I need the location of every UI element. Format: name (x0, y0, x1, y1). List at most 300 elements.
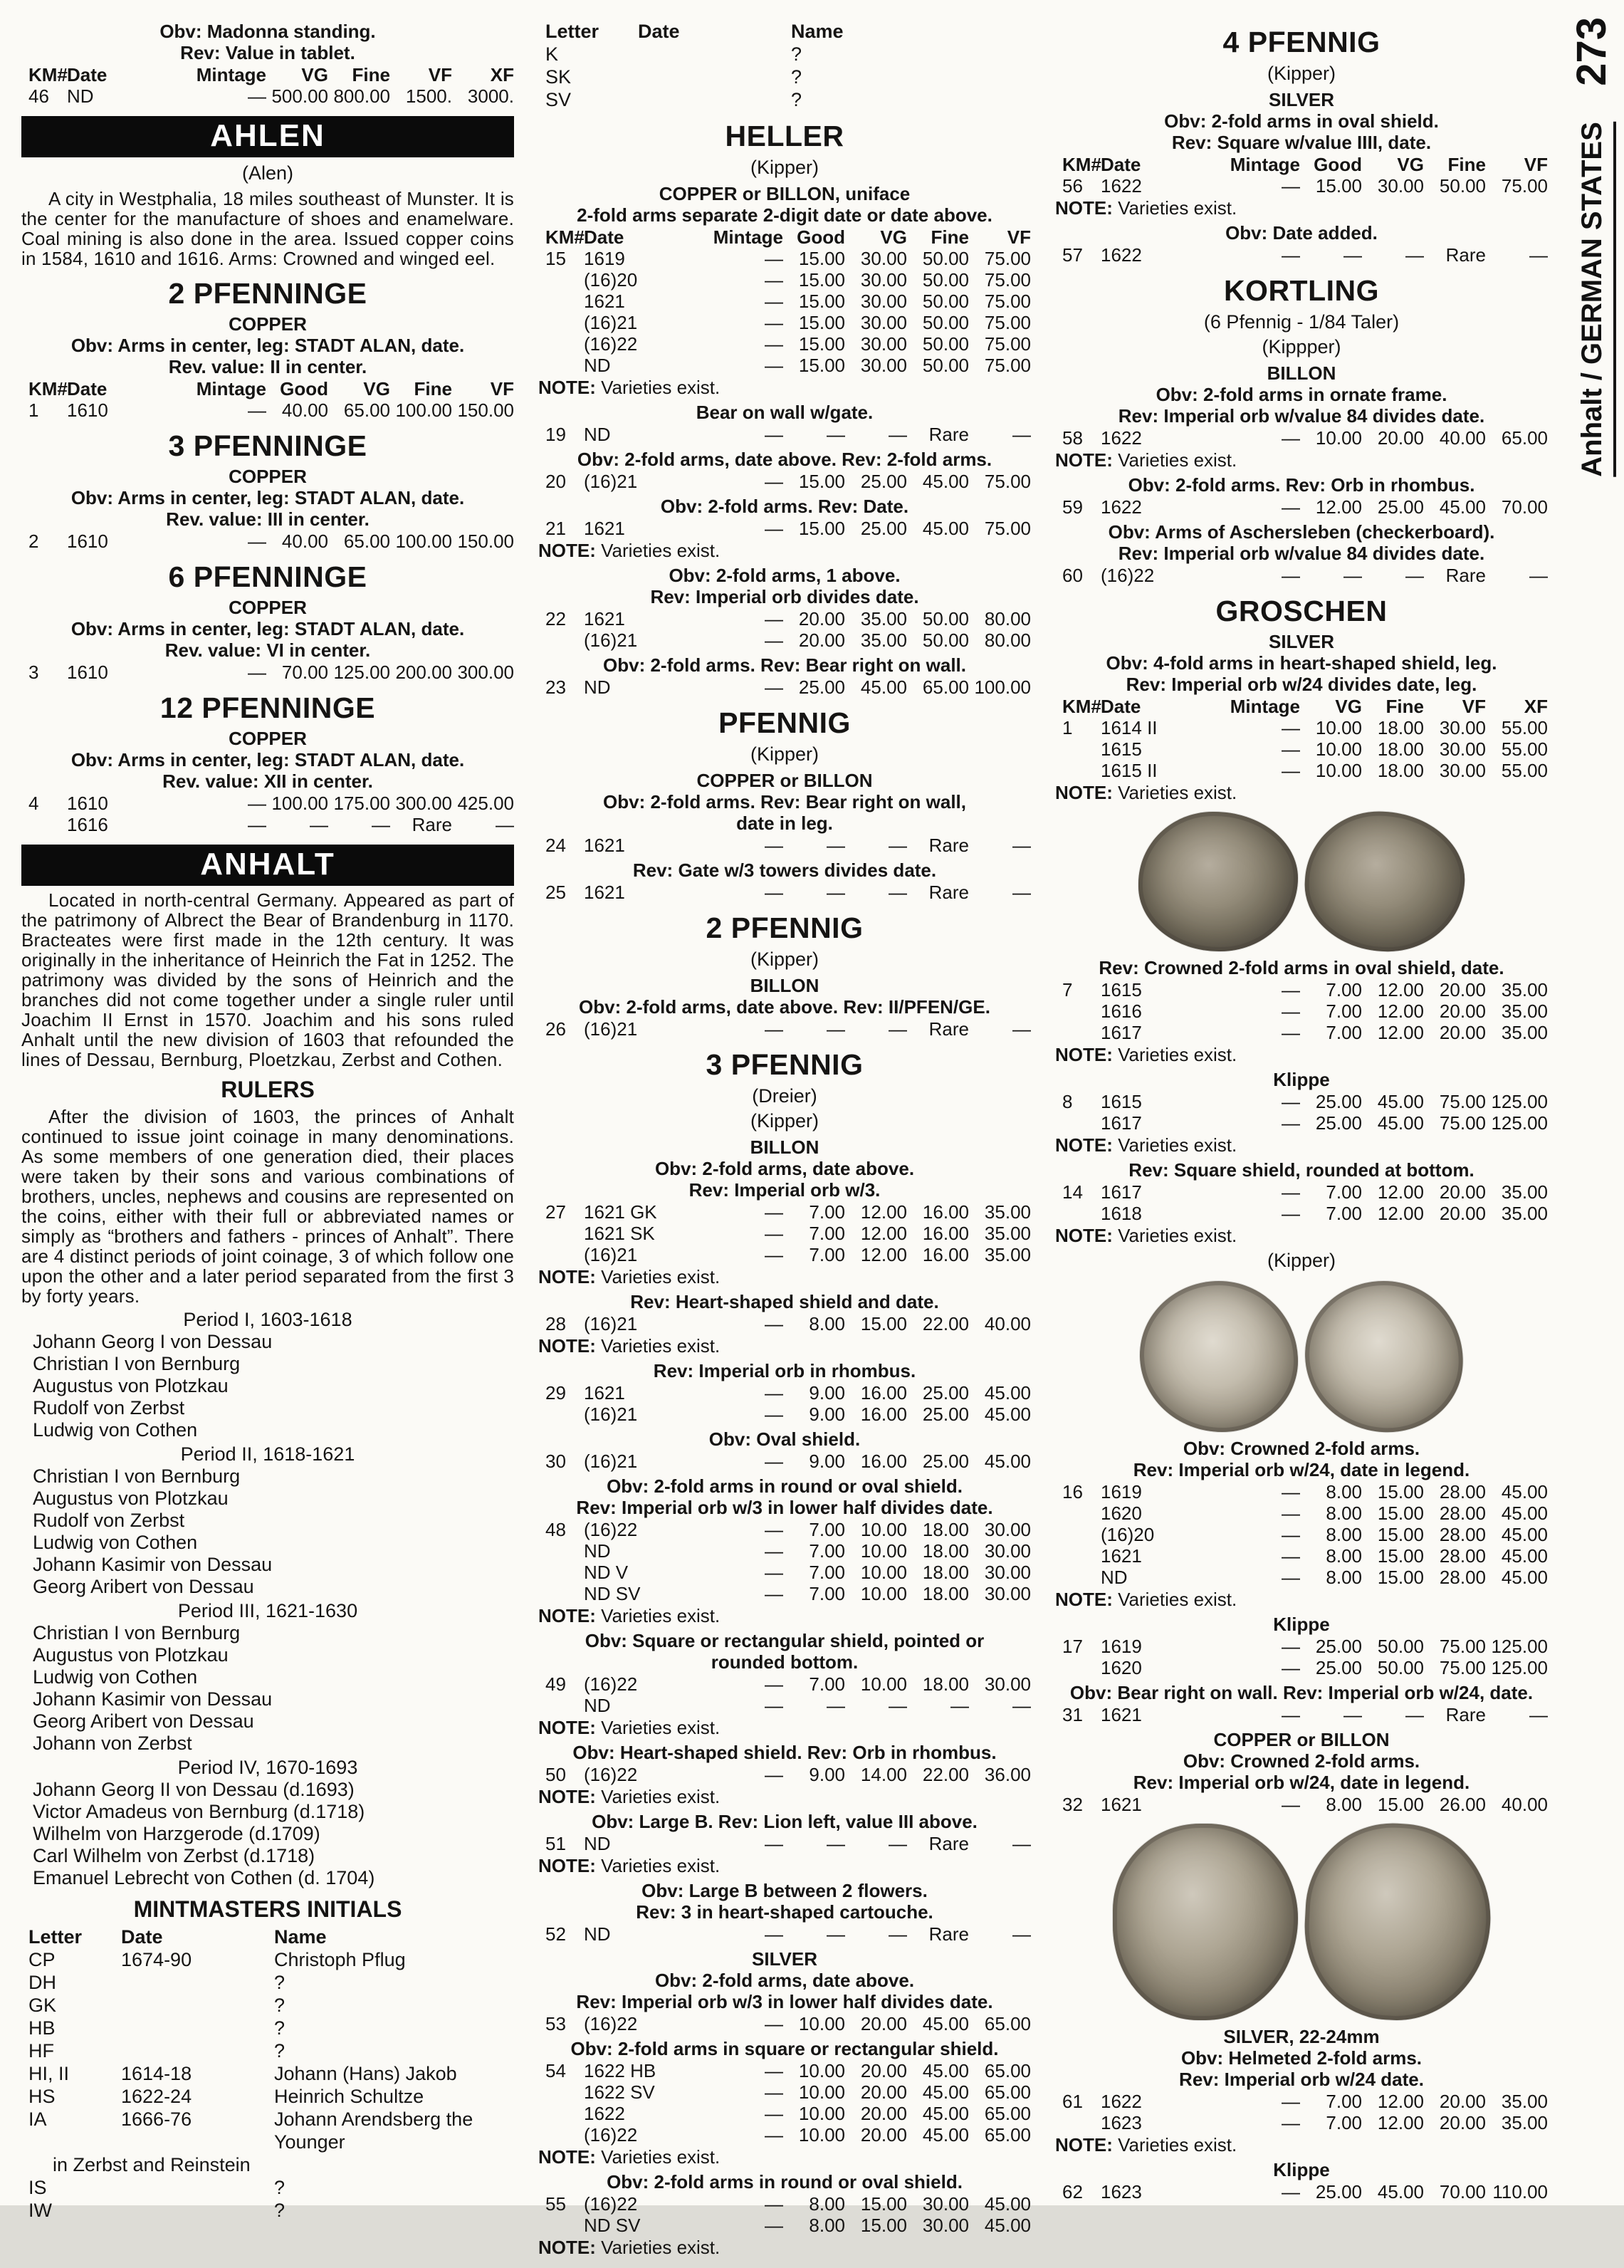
km-number-cell (538, 1562, 584, 1583)
column-header: Mintage (1230, 696, 1300, 717)
mintmaster-row (21, 2017, 514, 2039)
value-cell: 16.00 (860, 1382, 907, 1404)
mintage-cell: — (765, 1201, 783, 1223)
mintmaster-row (21, 2039, 514, 2062)
mintmaster-letter: SK (545, 66, 572, 88)
mintage-cell: — (765, 355, 783, 376)
column-header: KM# (28, 64, 68, 85)
value-cell: 25.00 (922, 1382, 969, 1404)
value-cell: 70.00 (281, 662, 328, 683)
value-cell: — (1012, 424, 1031, 445)
coin-listing-row (538, 2125, 1031, 2146)
varieties-note (1055, 782, 1548, 803)
mintmaster-date (121, 2199, 274, 2222)
value-cell: 14.00 (860, 1764, 907, 1785)
value-cell: 7.00 (809, 1540, 845, 1562)
value-cell: 15.00 (798, 355, 845, 376)
mintmaster-letter: IS (28, 2177, 47, 2198)
value-cell: 12.00 (860, 1244, 907, 1265)
value-cell: 9.00 (809, 1382, 845, 1404)
coin-listing-row (1055, 1203, 1548, 1224)
denomination-heading: 2 PFENNINGE (168, 277, 367, 310)
value-cell: 45.00 (1501, 1524, 1548, 1545)
description-line: SILVER (1269, 89, 1334, 110)
coin-photo-reverse (1301, 808, 1468, 955)
date-cell: (16)21 (584, 1451, 638, 1472)
mintage-cell: — (765, 1583, 783, 1604)
coin-listing-row (1055, 428, 1548, 449)
coin-photo-obverse (1113, 1824, 1298, 2020)
mintage-cell: — (248, 814, 266, 835)
coin-listing-row (538, 1223, 1031, 1244)
value-cell: 75.00 (1439, 1112, 1486, 1134)
value-cell: 500.00 (271, 85, 328, 107)
note-label: NOTE: (538, 1717, 596, 1738)
date-cell: ND (584, 1540, 611, 1562)
value-cell: 3000. (467, 85, 514, 107)
mintage-cell: — (1282, 738, 1300, 760)
description-line: Obv: 2-fold arms. Rev: Bear right on wall, (603, 791, 966, 812)
mintage-cell: — (765, 1673, 783, 1695)
coin-photo-pair (1055, 1281, 1548, 1432)
type-description (538, 770, 1031, 834)
mintmaster-row (21, 2085, 514, 2108)
value-cell: 30.00 (1439, 717, 1486, 738)
type-description (1055, 1438, 1548, 1480)
description-line: BILLON (750, 1136, 819, 1158)
coin-listing-row (1055, 565, 1548, 586)
type-description (21, 597, 514, 661)
value-cell: 16.00 (922, 1201, 969, 1223)
edge-tab-title: Anhalt / GERMAN STATES (1576, 122, 1616, 477)
value-cell: 20.00 (860, 2103, 907, 2124)
value-cell: Rare (928, 1018, 969, 1040)
description-line: Obv: Large B. Rev: Lion left, value III above. (592, 1811, 978, 1832)
coin-listing-row (538, 1019, 1031, 1040)
coin-listing-row (1055, 739, 1548, 760)
date-cell: (16)22 (584, 2193, 638, 2215)
value-cell: 45.00 (922, 471, 969, 492)
mintage-cell: — (765, 1223, 783, 1244)
value-cell: 22.00 (922, 1313, 969, 1334)
value-cell: — (889, 424, 907, 445)
description-line: Rev. value: VI in center. (164, 639, 371, 661)
varieties-note (1055, 197, 1548, 219)
column-header: Date (67, 378, 108, 399)
subtitle-line: (Kipper) (1267, 63, 1336, 84)
description-line: Obv: 2-fold arms in square or rectangular shield. (570, 2038, 999, 2059)
km-number-cell (538, 2215, 584, 2236)
value-cell: 10.00 (798, 2124, 845, 2146)
column-header: KM# (1062, 154, 1101, 175)
description-line: COPPER (229, 597, 307, 618)
value-cell: 25.00 (1315, 1636, 1362, 1657)
type-description (1055, 1729, 1548, 1793)
mintmaster-row (21, 1994, 514, 2017)
value-cell: — (827, 882, 845, 903)
value-cell: 10.00 (860, 1562, 907, 1583)
value-cell: 15.00 (1377, 1503, 1424, 1524)
description-line: COPPER (229, 728, 307, 749)
value-cell: 26.00 (1439, 1794, 1486, 1815)
value-cell: 12.00 (1377, 979, 1424, 1000)
mintmaster-name: Christoph Pflug (274, 1949, 406, 1970)
value-cell: 7.00 (1326, 1203, 1362, 1224)
varieties-note (1055, 1225, 1548, 1246)
table-header-row (21, 65, 514, 85)
value-cell: 12.00 (1377, 1022, 1424, 1043)
column-header: Mintage (713, 226, 783, 248)
km-number-cell: 52 (545, 1923, 566, 1945)
description-line: COPPER or BILLON (696, 770, 873, 791)
date-cell: 1622 HB (584, 2060, 656, 2081)
value-cell: 12.00 (1377, 1203, 1424, 1224)
mintmaster-name-continued: in Zerbst and Reinstein (53, 2154, 251, 2175)
coin-listing-row (1055, 2113, 1548, 2133)
date-cell: 1621 (584, 882, 625, 903)
date-cell: (16)21 (584, 1313, 638, 1334)
coin-listing-row (1055, 176, 1548, 197)
mintage-cell: — (765, 333, 783, 355)
value-cell: 30.00 (860, 248, 907, 269)
mintmaster-row (538, 66, 1031, 88)
coin-listing-row (1055, 1705, 1548, 1725)
mintmaster-date (638, 88, 791, 111)
value-cell: 30.00 (1439, 738, 1486, 760)
value-cell: 28.00 (1439, 1545, 1486, 1567)
value-cell: 15.00 (860, 2215, 907, 2236)
type-description (21, 728, 514, 792)
km-number-cell (538, 355, 584, 376)
date-cell: 1623 (1101, 2112, 1142, 2133)
value-cell: 65.00 (343, 531, 390, 552)
description-line: Obv: 2-fold arms, date above. (654, 1970, 915, 1991)
type-description (538, 2171, 1031, 2193)
mintage-cell: — (765, 1519, 783, 1540)
mintmaster-column-header: Name (791, 21, 844, 42)
mintage-cell: — (248, 85, 266, 107)
value-cell: — (496, 814, 514, 835)
value-cell: 45.00 (922, 518, 969, 539)
mintage-cell: — (1282, 1636, 1300, 1657)
denomination-heading: HELLER (725, 120, 844, 152)
value-cell: 8.00 (1326, 1503, 1362, 1524)
description-line: Rev. value: III in center. (166, 508, 370, 530)
coin-photo-reverse (1301, 1277, 1467, 1436)
value-cell: 25.00 (1315, 1091, 1362, 1112)
value-cell: 7.00 (809, 1673, 845, 1695)
value-cell: 10.00 (798, 2013, 845, 2034)
coin-photo-obverse (1140, 1281, 1298, 1432)
mintage-cell: — (1282, 1704, 1300, 1725)
coin-photo-pair (1055, 812, 1548, 951)
value-cell: — (827, 1833, 845, 1854)
column-header: VG (880, 226, 907, 248)
date-cell: 1610 (67, 399, 108, 421)
coin-listing-row (1055, 1794, 1548, 1815)
description-line: Obv: Crowned 2-fold arms. (1183, 1438, 1420, 1459)
value-cell: 16.00 (860, 1451, 907, 1472)
varieties-note (538, 377, 1031, 398)
mintage-cell: — (765, 1923, 783, 1945)
mintmaster-row (21, 2199, 514, 2222)
coin-listing-row (538, 249, 1031, 269)
mintmaster-letter: CP (28, 1949, 56, 1970)
value-cell: 7.00 (1326, 1000, 1362, 1022)
value-cell: 45.00 (922, 2124, 969, 2146)
value-cell: 75.00 (984, 518, 1031, 539)
value-cell: 8.00 (809, 1313, 845, 1334)
note-text: Varieties exist. (1118, 1589, 1237, 1610)
varieties-note (538, 1266, 1031, 1287)
value-cell: 18.00 (922, 1519, 969, 1540)
value-cell: 45.00 (984, 2215, 1031, 2236)
region-banner-label: AHLEN (210, 118, 325, 153)
km-number-cell: 29 (545, 1382, 566, 1404)
value-cell: 7.00 (809, 1562, 845, 1583)
mintage-cell: — (765, 2193, 783, 2215)
value-cell: 20.00 (860, 2124, 907, 2146)
value-cell: 65.00 (984, 2060, 1031, 2081)
value-cell: 7.00 (809, 1519, 845, 1540)
value-cell: 15.00 (798, 471, 845, 492)
subtitle-line: (Kippper) (1262, 336, 1341, 357)
description-line: Obv: 2-fold arms, date above. Rev: 2-fold arms. (577, 449, 992, 470)
description-line: Rev: Imperial orb w/24, date in legend. (1133, 1459, 1470, 1480)
value-cell: 10.00 (860, 1673, 907, 1695)
date-cell: (16)20 (1101, 1524, 1155, 1545)
km-number-cell (538, 630, 584, 651)
value-cell: 45.00 (984, 1382, 1031, 1404)
km-number-cell: 14 (1062, 1181, 1083, 1203)
date-cell: 1620 (1101, 1657, 1142, 1678)
mintage-cell: — (765, 424, 783, 445)
km-number-cell: 46 (28, 85, 49, 107)
description-line: BILLON (750, 975, 819, 996)
denomination-heading: 3 PFENNIG (706, 1048, 864, 1081)
value-cell: 18.00 (1377, 717, 1424, 738)
description-line: BILLON (1267, 362, 1336, 384)
mintage-cell: — (1282, 565, 1300, 586)
subtitle-line: (6 Pfennig - 1/84 Taler) (1203, 311, 1400, 333)
description-line: SILVER, 22-24mm (1223, 2026, 1380, 2047)
description-line: Rev: Imperial orb w/3 in lower half divides date. (576, 1497, 993, 1518)
value-cell: 9.00 (809, 1764, 845, 1785)
value-cell: 30.00 (860, 333, 907, 355)
ruler-name: Johann Kasimir von Dessau (33, 1688, 273, 1710)
mintage-cell: — (765, 608, 783, 629)
value-cell: 12.00 (1377, 2112, 1424, 2133)
ruler-name: Rudolf von Zerbst (33, 1397, 185, 1418)
varieties-note (1055, 2134, 1548, 2155)
value-cell: 16.00 (860, 1404, 907, 1425)
value-cell: 10.00 (798, 2060, 845, 2081)
km-number-cell (1055, 2113, 1101, 2133)
value-cell: 20.00 (1439, 979, 1486, 1000)
page-edge-tab (1568, 17, 1615, 477)
value-cell: 35.00 (1501, 979, 1548, 1000)
ruler-name: Augustus von Plotzkau (33, 1375, 229, 1396)
denomination-heading: KORTLING (1223, 274, 1380, 307)
date-cell: 1616 (1101, 1000, 1142, 1022)
description-line: Klippe (1273, 1069, 1330, 1090)
value-cell: — (310, 814, 328, 835)
coin-listing-row (1055, 980, 1548, 1000)
mintmaster-row-main (538, 66, 1031, 88)
value-cell: 800.00 (333, 85, 390, 107)
value-cell: 125.00 (1491, 1091, 1548, 1112)
body-paragraph: Located in north-central Germany. Appeared as part of the patrimony of Albrect the Bear of Brandenburg in 1170. Bracteates were first made in the 12th century. It was originally in the inheritance of Heinrich the Fat in 1252. The patrimony was divided by the sons of Heinrich and the branches did not come together under a single ruler until Joachim II Ernst in 1570. Joachim and his sons ruled Anhalt until the new division of 1603 that refounded the lines of Dessau, Bernburg, Ploetzkau, Zerbst and Cothen. (21, 889, 514, 1070)
value-cell: Rare (928, 882, 969, 903)
mintage-cell: — (1282, 1545, 1300, 1567)
mintmaster-row (538, 43, 1031, 66)
mintmaster-name: ? (274, 1995, 285, 2016)
value-cell: — (1405, 1704, 1424, 1725)
section-subheading: MINTMASTERS INITIALS (133, 1896, 402, 1922)
coin-listing-row (538, 1520, 1031, 1540)
mintmaster-letter: HB (28, 2017, 56, 2039)
value-cell: 7.00 (1326, 979, 1362, 1000)
value-cell: 45.00 (1501, 1481, 1548, 1503)
value-cell: 65.00 (984, 2124, 1031, 2146)
type-description (538, 565, 1031, 607)
note-label: NOTE: (1055, 449, 1113, 471)
coin-listing-row (538, 1541, 1031, 1562)
description-line: Obv: 2-fold arms in round or oval shield. (607, 2171, 963, 2193)
value-cell: 50.00 (922, 291, 969, 312)
value-cell: 12.00 (860, 1201, 907, 1223)
km-number-cell: 8 (1062, 1091, 1073, 1112)
mintage-cell: — (1282, 1567, 1300, 1588)
value-cell: 40.00 (1501, 1794, 1548, 1815)
value-cell: 45.00 (1501, 1503, 1548, 1524)
column-right (1055, 17, 1548, 2261)
type-description (21, 466, 514, 530)
varieties-note (1055, 1589, 1548, 1610)
value-cell: 28.00 (1439, 1481, 1486, 1503)
subtitle-line: (Kipper) (750, 157, 819, 178)
note-label: NOTE: (1055, 2134, 1113, 2155)
note-text: Varieties exist. (1118, 449, 1237, 471)
km-number-cell (538, 1223, 584, 1244)
km-number-cell: 25 (545, 882, 566, 903)
value-cell: 25.00 (1315, 1112, 1362, 1134)
value-cell: 35.00 (1501, 2112, 1548, 2133)
value-cell: 75.00 (1439, 1657, 1486, 1678)
column-header: Date (1101, 154, 1141, 175)
value-cell: — (950, 1695, 969, 1716)
mintage-cell: — (1282, 2112, 1300, 2133)
denomination-heading: 4 PFENNIG (1222, 26, 1381, 58)
value-cell: 12.00 (1315, 496, 1362, 518)
date-cell: 1617 (1101, 1112, 1142, 1134)
km-number-cell (538, 2125, 584, 2146)
value-cell: 12.00 (1377, 2091, 1424, 2112)
mintage-cell: — (765, 1382, 783, 1404)
mintmaster-name: ? (791, 43, 802, 65)
mintmaster-name: ? (274, 2040, 285, 2061)
km-number-cell (538, 1541, 584, 1562)
varieties-note (538, 1786, 1031, 1807)
value-cell: 30.00 (984, 1540, 1031, 1562)
value-cell: 7.00 (1326, 1181, 1362, 1203)
description-line: Obv: Helmeted 2-fold arms. (1180, 2047, 1423, 2069)
km-number-cell: 49 (545, 1673, 566, 1695)
km-number-cell: 58 (1062, 427, 1083, 449)
value-cell: Rare (928, 424, 969, 445)
value-cell: 75.00 (984, 333, 1031, 355)
date-cell: 1610 (67, 531, 108, 552)
mintage-cell: — (765, 1313, 783, 1334)
ruler-name: Augustus von Plotzkau (33, 1488, 229, 1509)
value-cell: 40.00 (1439, 427, 1486, 449)
date-cell: ND SV (584, 1583, 641, 1604)
type-description (1055, 1682, 1548, 1703)
mintage-cell: — (1282, 1524, 1300, 1545)
period-heading: Period IV, 1670-1693 (177, 1757, 358, 1778)
column-left (21, 17, 514, 2261)
mintmaster-date: 1614-18 (121, 2063, 192, 2084)
type-description (538, 1948, 1031, 2012)
value-cell: 25.00 (1377, 496, 1424, 518)
ruler-name: Johann von Zerbst (33, 1733, 192, 1754)
date-cell: 1610 (67, 793, 108, 814)
value-cell: 10.00 (860, 1519, 907, 1540)
km-number-cell (538, 313, 584, 333)
description-line: Obv: 2-fold arms, date above. (654, 1158, 915, 1179)
value-cell: 8.00 (1326, 1794, 1362, 1815)
km-number-cell: 1 (1062, 717, 1073, 738)
mintmaster-row (21, 1948, 514, 1971)
varieties-note (538, 1605, 1031, 1626)
value-cell: 8.00 (1326, 1545, 1362, 1567)
coin-listing-row (1055, 761, 1548, 781)
value-cell: 9.00 (809, 1451, 845, 1472)
description-line: Obv: Arms of Aschersleben (checkerboard). (1108, 521, 1495, 543)
value-cell: 45.00 (1377, 1091, 1424, 1112)
mintage-cell: — (1282, 2181, 1300, 2202)
description-line: Obv: 2-fold arms, 1 above. (669, 565, 901, 586)
value-cell: 35.00 (860, 608, 907, 629)
date-cell: (16)22 (584, 2013, 638, 2034)
description-line: Rev: Imperial orb w/24, date in legend. (1133, 1772, 1470, 1793)
mintmaster-name: Johann (Hans) Jakob (274, 2063, 457, 2084)
mintmaster-letter: IW (28, 2200, 52, 2221)
mintmaster-name: ? (274, 2017, 285, 2039)
value-cell: 30.00 (984, 1519, 1031, 1540)
denomination-heading: 3 PFENNINGE (168, 429, 367, 462)
mintage-cell: — (765, 2060, 783, 2081)
mintage-cell: — (765, 676, 783, 698)
coin-listing-row (1055, 2091, 1548, 2112)
km-number-cell (1055, 1503, 1101, 1524)
value-cell: 10.00 (798, 2103, 845, 2124)
km-number-cell: 23 (545, 676, 566, 698)
type-description (538, 1428, 1031, 1450)
value-cell: 7.00 (809, 1583, 845, 1604)
value-cell: 35.00 (1501, 1181, 1548, 1203)
date-cell: 1621 (584, 835, 625, 856)
mintmaster-row (538, 88, 1031, 111)
description-line: COPPER (229, 313, 307, 335)
coin-listing-row (538, 1383, 1031, 1404)
description-line: Rev: Gate w/3 towers divides date. (632, 859, 937, 881)
date-cell: 1622 (1101, 2091, 1142, 2112)
coin-listing-row (21, 400, 514, 421)
varieties-note (538, 540, 1031, 561)
value-cell: 50.00 (922, 333, 969, 355)
value-cell: 50.00 (1439, 175, 1486, 197)
